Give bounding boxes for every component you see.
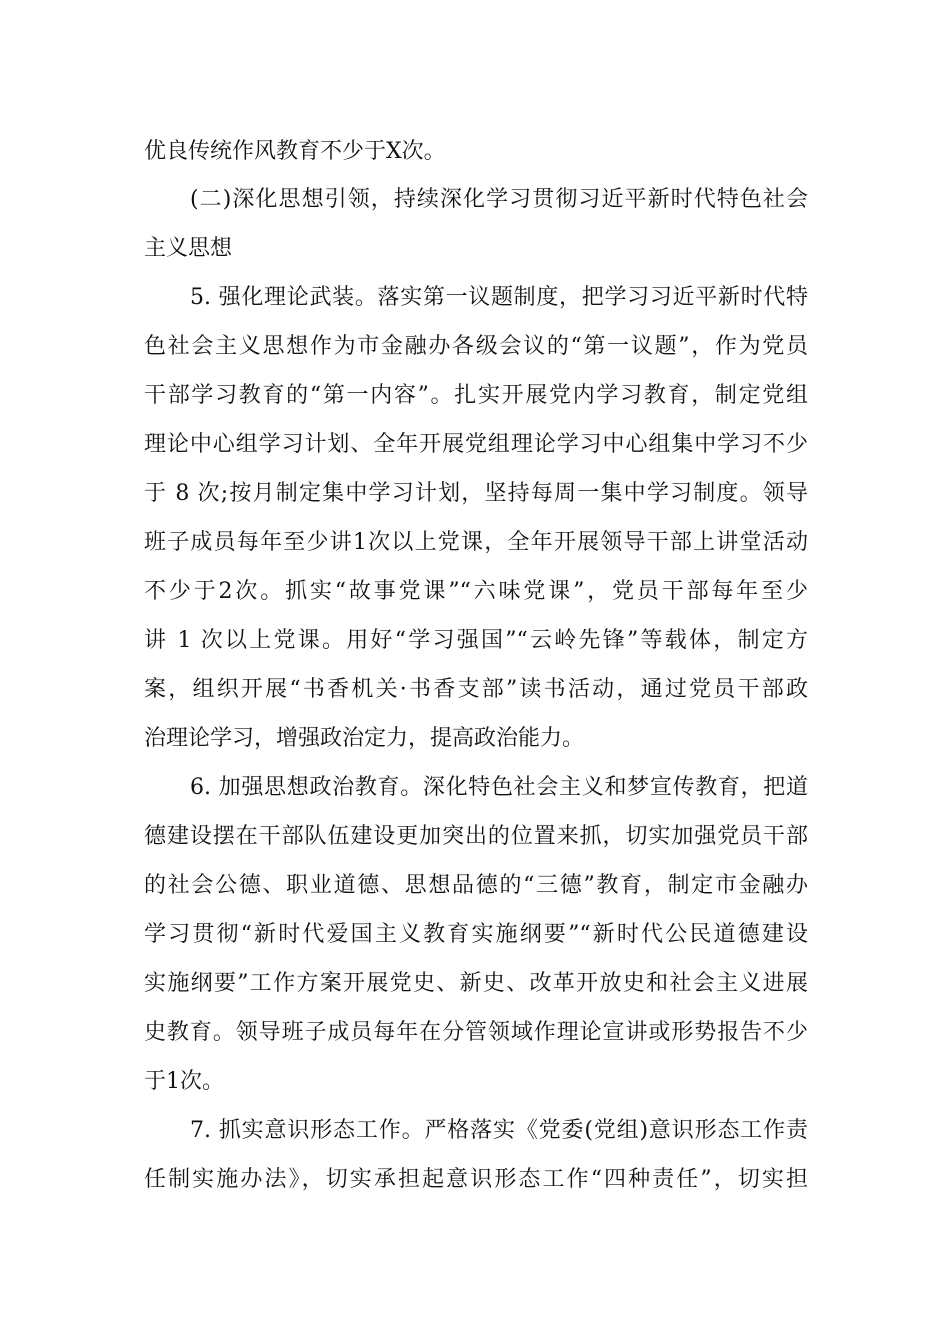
- paragraph-line: 班子成员每年至少讲1次以上党课，全年开展领导干部上讲堂活动: [144, 530, 808, 555]
- paragraph-line: 不少于2次。抓实“故事党课”“六味党课”，党员干部每年至少: [144, 579, 808, 604]
- paragraph-line: 案，组织开展“书香机关·书香支部”读书活动，通过党员干部政: [144, 677, 808, 702]
- paragraph-line: 于1次。: [144, 1069, 224, 1094]
- section-heading-line: (二)深化思想引领，持续深化学习贯彻习近平新时代特色社会: [190, 187, 808, 212]
- paragraph-line: 治理论学习，增强政治定力，提高政治能力。: [144, 726, 585, 751]
- paragraph-line: 色社会主义思想作为市金融办各级会议的“第一议题”，作为党员: [144, 334, 808, 359]
- paragraph-line: 于 8 次;按月制定集中学习计划，坚持每周一集中学习制度。领导: [144, 481, 808, 506]
- paragraph-line: 实施纲要”工作方案开展党史、新史、改革开放史和社会主义进展: [144, 971, 808, 996]
- paragraph-line: 6. 加强思想政治教育。深化特色社会主义和梦宣传教育，把道: [190, 775, 808, 800]
- paragraph-line: 理论中心组学习计划、全年开展党组理论学习中心组集中学习不少: [144, 432, 808, 457]
- paragraph-line: 干部学习教育的“第一内容”。扎实开展党内学习教育，制定党组: [144, 383, 808, 408]
- paragraph-line: 德建设摆在干部队伍建设更加突出的位置来抓，切实加强党员干部: [144, 824, 808, 849]
- text-line: 优良传统作风教育不少于X次。: [144, 139, 446, 164]
- paragraph-line: 任制实施办法》，切实承担起意识形态工作“四种责任”，切实担: [144, 1167, 808, 1192]
- paragraph-line: 史教育。领导班子成员每年在分管领域作理论宣讲或形势报告不少: [144, 1020, 808, 1045]
- paragraph-line: 的社会公德、职业道德、思想品德的“三德”教育，制定市金融办: [144, 873, 808, 898]
- section-heading-line: 主义思想: [144, 236, 233, 261]
- paragraph-line: 5. 强化理论武装。落实第一议题制度，把学习习近平新时代特: [190, 285, 808, 310]
- paragraph-line: 7. 抓实意识形态工作。严格落实《党委(党组)意识形态工作责: [190, 1118, 808, 1143]
- paragraph-line: 讲 1 次以上党课。用好“学习强国”“云岭先锋”等载体，制定方: [144, 628, 808, 653]
- paragraph-line: 学习贯彻“新时代爱国主义教育实施纲要”“新时代公民道德建设: [144, 922, 808, 947]
